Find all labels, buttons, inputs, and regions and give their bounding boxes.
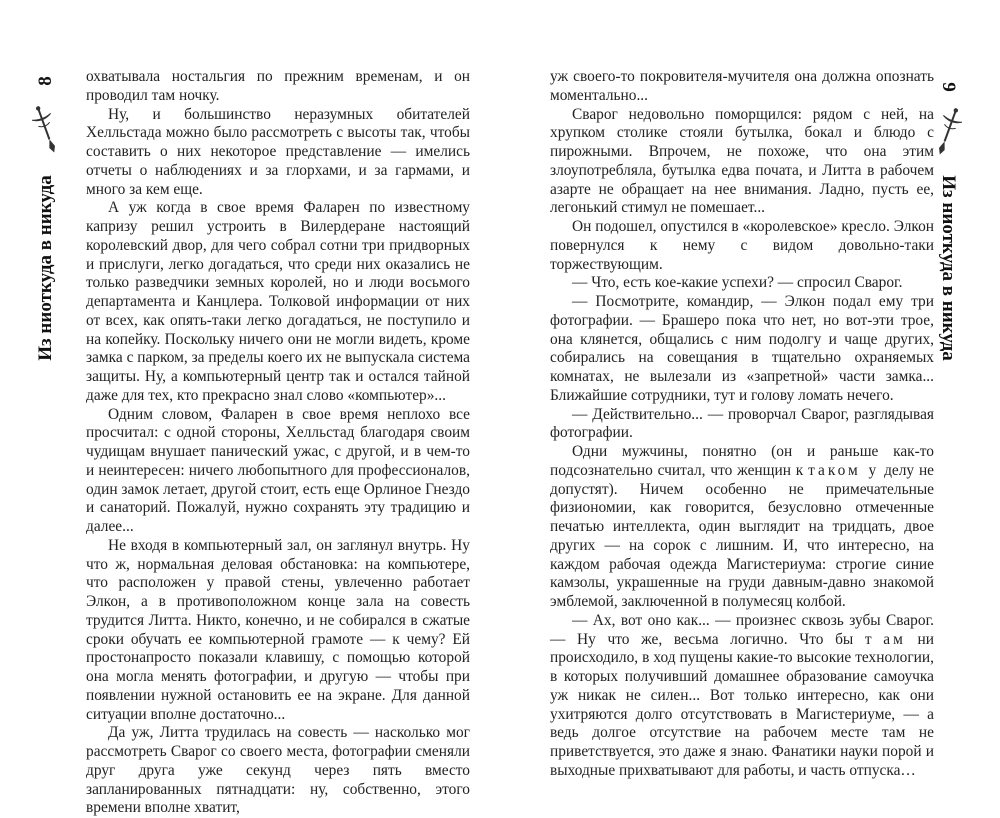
running-title-left: Из ниоткуда в никуда [35,175,56,361]
paragraph: Одним словом, Фаларен в свое время неплохо все просчитал: с одной стороны, Хелльстад благодаря своим чудищам внушает панический ужас, с другой, и в чем-то и неинтересен: ничего любопытного для профессионалов, один замок летает, другой стоит, есть еще Орлиное Гнездо и санаторий. Пожалуй, нужно сохранять эту традицию и далее... [86,405,470,535]
paragraph: — Что, есть кое-какие успехи? — спросил Сварог. [572,274,903,292]
paragraph: уж своего-то покровителя-мучителя она должна опознать моментально... [550,68,934,104]
paragraph: А уж когда в свое время Фаларен по известному капризу решил устроить в Вилердеране настоящий королевский двор, для чего собрал сотни три придворных и прислуги, легко догадаться, что среди них оказались не только разведчики земных королей, но и люди восьмого департамента и Канцлера. Толковой информации от них от всех, как опять-таки легко догадаться, не поступило и на копейку. Поскольку ничего они не могли видеть, кроме замка с парком, за пределы коего их не выпускала система защиты. Ну, а компьютерный центр так и остался тайной даже для тех, кто прекрасно знал слово «компьютер»... [86,199,470,404]
text-run: Одни мужчины, понятно (он и раньше как-то подсознательно считал, что женщин к [550,443,934,479]
text-run: — Ах, вот оно как... — произнес сквозь зубы Сварог. — Ну что же, весьма логично. Что бы т [550,611,934,648]
paragraph [550,612,934,781]
spaced-emphasis: ам [883,630,906,648]
running-title-right: Из ниоткуда в никуда [938,175,959,361]
paragraph: Сварог недовольно поморщился: рядом с ней, на хрупком столике стояли бутылка, бокал и блюдо с пирожными. Впрочем, не похоже, что она этим злоупотребляла, бутылка едва почата, и Литта в рабочем азарте не обращает на нее внимания. Ладно, пусть ее, легонький стимул не помешает... [550,105,934,217]
spaced-emphasis: таком у [808,461,880,479]
text-run: ни происходило, в ход пущены какие-то высокие технологии, в которых получивший домашнее образование самоучка уж никак не силен... Вот только интересно, как они ухитряются долго отсутствовать в Магистериуме, — а ведь долгое отсутствие на рабочем месте там не приветствуется, это даже я знаю. Фанатики науки порой и выходные прихватывают для работы, и часть отпуска… [550,630,934,779]
paragraph: — Посмотрите, командир, — Элкон подал ему три фотографии. — Брашеро пока что нет, но вот-эти трое, она клянется, общались с ним подолгу и чаще других, собирались на совещания в тщательно охраняемых комнатах, не вылезали из «запретной» части замка... Ближайшие сотрудники, тут и голову ломать нечего. [550,293,934,404]
paragraph: Да уж, Литта трудилась на совесть — насколько мог рассмотреть Сварог со своего места, фотографии сменяли друг друга уже секунд через пять вместо запланированных пятнадцати: ну, собственно, этого времени вполне хватит, [86,724,470,817]
text-run: делу не допустят). Ничем особенно не примечательные физиономии, как говорится, безусловно отмеченные печатью интеллекта, один выглядит на тридцать, двое других — на сорок с лишним. И, что интересно, на каждом рабочая одежда Магистериума: строгие синие камзолы, украшенные на груди давным-давно знакомой эмблемой, заключенной в полумесяц колбой. [550,461,935,610]
paragraph: охватывала ностальгия по прежним временам, и он проводил там ночку. [86,68,470,104]
sword-ornament-icon [934,106,962,158]
left-margin [26,0,66,758]
sword-ornament-icon [32,104,60,156]
right-page-text [550,68,934,781]
right-margin [928,0,968,758]
left-page-text [86,68,470,818]
paragraph: Ну, и большинство неразумных обитателей Хелльстада можно было рассмотреть с высоты так, чтобы составить о них некоторое представление — имелись отчеты о наблюдениях и за глорхами, и за гармами, и много за кем еще. [86,105,470,198]
paragraph: Не входя в компьютерный зал, он заглянул внутрь. Ну что ж, нормальная деловая обстановка: на компьютере, что расположен у правой стены, увлеченно работает Элкон, а в противоположном конце зала на совесть трудится Литта. Никто, конечно, и не собирался в сжатые сроки обучать ее компьютерной грамоте — к чему? Ей простонапросто показали клавишу, с помощью которой она могла менять фотографии, и другую — чтобы при появлении нужной остановить ее на экране. Для данной ситуации вполне достаточно... [86,536,470,723]
left-page [0,0,500,817]
paragraph: — Действительно... — проворчал Сварог, разглядывая фотографии. [550,405,934,442]
page-number-left: 8 [35,76,56,86]
paragraph [550,443,934,612]
page-number-right: 9 [938,82,959,92]
paragraph: Он подошел, опустился в «королевское» кресло. Элкон повернулся к нему с видом довольно-таки торжествующим. [550,218,934,273]
